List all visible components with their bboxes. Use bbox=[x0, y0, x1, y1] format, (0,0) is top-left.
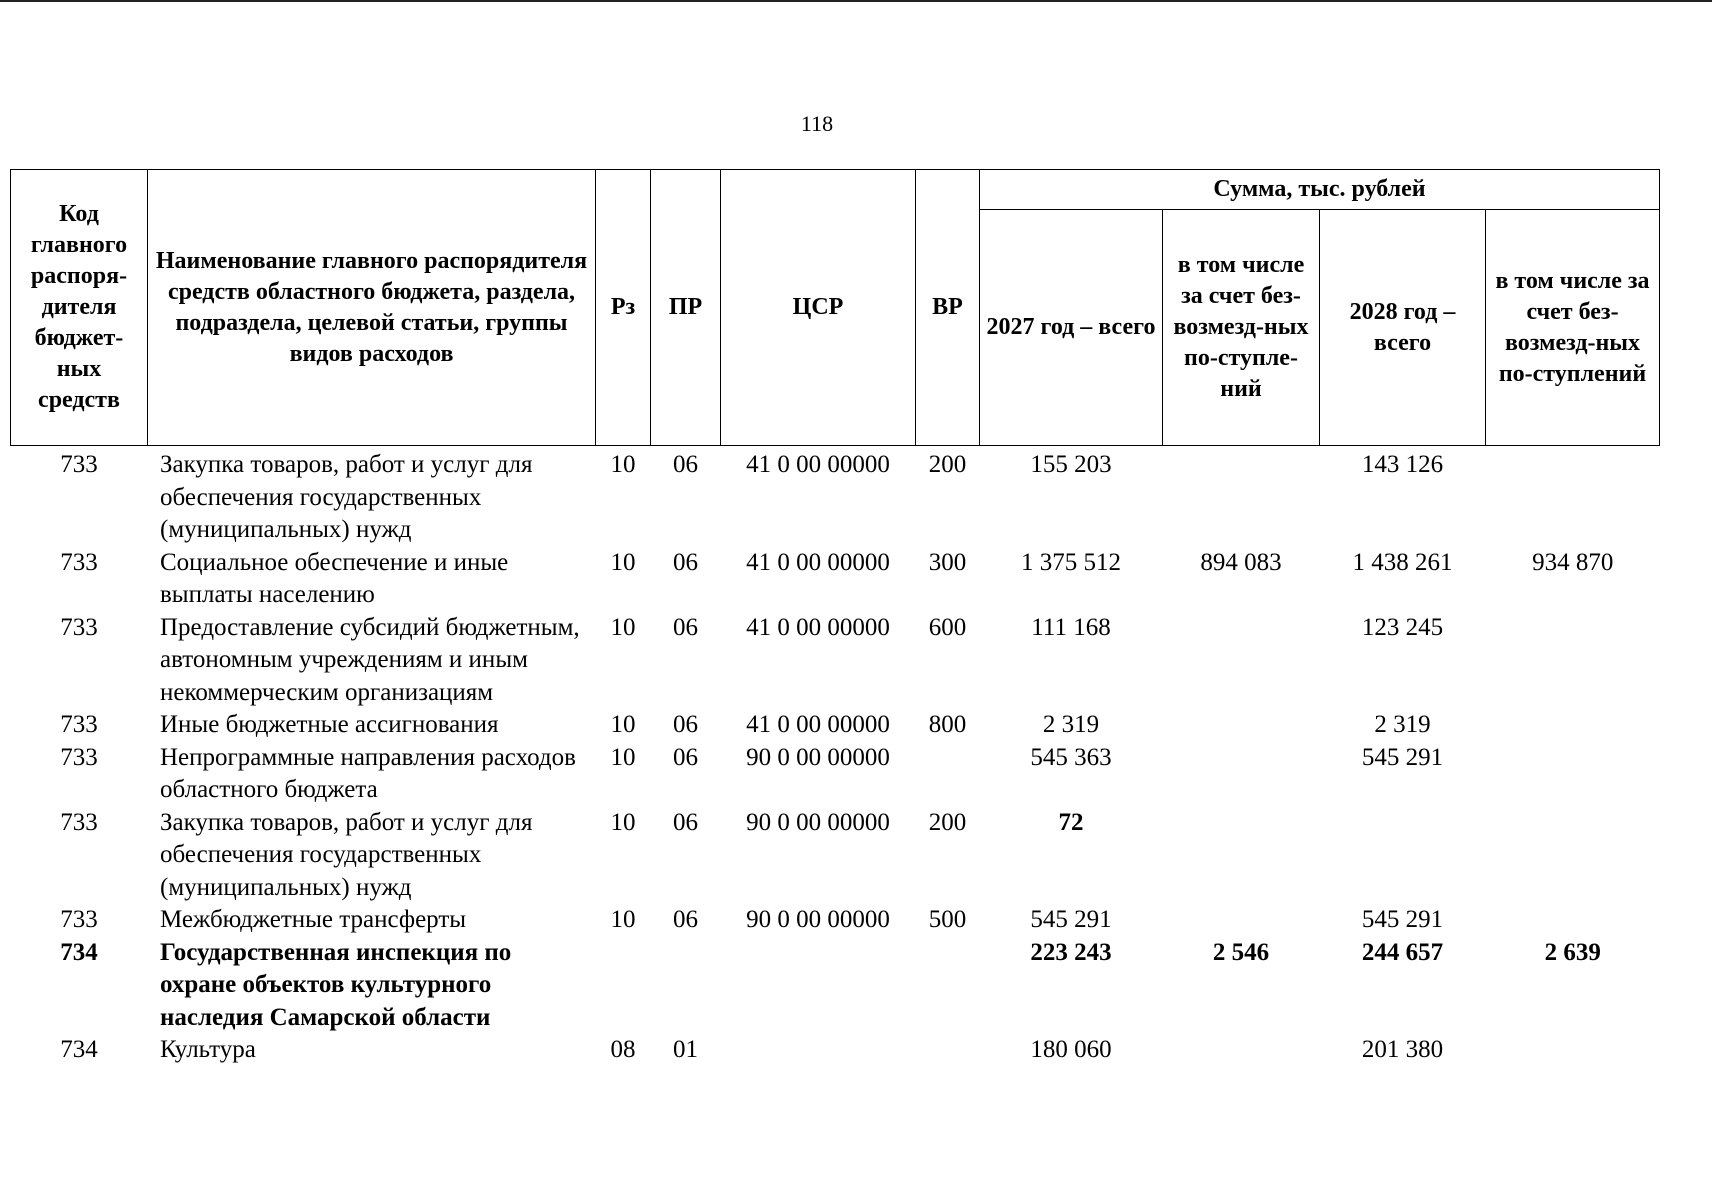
cell-rz: 10 bbox=[610, 808, 636, 836]
cell-rz: 10 bbox=[610, 906, 636, 933]
page-number: 118 bbox=[800, 111, 834, 136]
cell-pr: 06 bbox=[673, 743, 698, 771]
top-border-line bbox=[0, 0, 1712, 2]
cell-csr: 90 0 00 00000 bbox=[746, 743, 890, 771]
cell-2028-total: 545 291 bbox=[1361, 906, 1444, 933]
cell-2027-total: 1 375 512 bbox=[1021, 548, 1121, 576]
cell-vr bbox=[916, 1034, 980, 1067]
cell-vr bbox=[916, 742, 980, 807]
cell-2028-free: 2 639 bbox=[1544, 938, 1601, 966]
cell-2027-total: 2 319 bbox=[1042, 711, 1100, 738]
cell-2027-total: 545 363 bbox=[1030, 743, 1112, 771]
table-row bbox=[11, 1034, 1660, 1067]
cell-pr: 06 bbox=[673, 808, 698, 836]
cell-pr: 06 bbox=[673, 451, 698, 478]
cell-code: 733 bbox=[60, 711, 98, 738]
cell-2028-total: 2 319 bbox=[1374, 711, 1431, 738]
header-rz: Рз bbox=[596, 170, 651, 446]
header-vr: ВР bbox=[916, 170, 980, 446]
header-2028-free: в том числе за счет без-возмезд-ных по-ступлений bbox=[1486, 210, 1660, 446]
cell-2028-free bbox=[1486, 807, 1660, 905]
cell-2028-total: 123 245 bbox=[1361, 613, 1444, 641]
header-2027-total: 2027 год – всего bbox=[980, 210, 1163, 446]
cell-2028-free bbox=[1486, 742, 1660, 807]
cell-vr: 500 bbox=[928, 906, 967, 933]
cell-csr: 41 0 00 00000 bbox=[746, 613, 890, 641]
cell-rz: 10 bbox=[610, 743, 636, 771]
cell-csr bbox=[721, 937, 916, 1035]
cell-2028-total: 545 291 bbox=[1361, 743, 1444, 771]
cell-rz: 08 bbox=[610, 1036, 636, 1063]
cell-vr: 200 bbox=[928, 808, 967, 836]
cell-2027-total: 111 168 bbox=[1031, 613, 1111, 641]
cell-2027-total: 72 bbox=[1058, 808, 1084, 836]
table-row bbox=[11, 612, 1660, 710]
cell-2028-total bbox=[1320, 807, 1486, 905]
header-code: Код главного распоря-дителя бюджет-ных средств bbox=[11, 170, 148, 446]
cell-2028-free: 934 870 bbox=[1532, 548, 1614, 576]
budget-table bbox=[10, 169, 1660, 1067]
cell-2027-free bbox=[1163, 904, 1320, 937]
cell-2028-free bbox=[1486, 446, 1660, 547]
table-row bbox=[11, 807, 1660, 905]
cell-vr: 200 bbox=[928, 451, 967, 478]
cell-rz bbox=[596, 937, 651, 1035]
cell-vr: 800 bbox=[928, 711, 967, 738]
cell-2027-free bbox=[1163, 446, 1320, 547]
cell-2027-total: 223 243 bbox=[1030, 938, 1112, 966]
cell-name: Иные бюджетные ассигнования bbox=[160, 711, 499, 738]
cell-csr: 41 0 00 00000 bbox=[746, 548, 890, 576]
cell-rz: 10 bbox=[610, 548, 636, 576]
cell-2028-free bbox=[1486, 1034, 1660, 1067]
cell-rz: 10 bbox=[610, 711, 636, 738]
cell-name: Социальное обеспечение и иные выплаты населению bbox=[160, 548, 509, 608]
cell-2027-free: 2 546 bbox=[1212, 938, 1270, 966]
cell-2027-total: 180 060 bbox=[1030, 1036, 1112, 1063]
header-2028-total: 2028 год – всего bbox=[1320, 210, 1486, 446]
cell-code: 734 bbox=[60, 938, 98, 966]
cell-2027-free: 894 083 bbox=[1200, 548, 1282, 576]
cell-name: Непрограммные направления расходов областного бюджета bbox=[160, 743, 576, 803]
table-row bbox=[11, 904, 1660, 937]
cell-csr: 90 0 00 00000 bbox=[746, 906, 890, 933]
cell-2027-free bbox=[1163, 742, 1320, 807]
cell-vr: 300 bbox=[928, 548, 967, 576]
cell-2028-total: 201 380 bbox=[1361, 1036, 1444, 1063]
cell-2027-free bbox=[1163, 1034, 1320, 1067]
cell-pr: 06 bbox=[673, 711, 698, 738]
cell-rz: 10 bbox=[610, 613, 636, 641]
cell-2028-total: 1 438 261 bbox=[1352, 548, 1453, 576]
cell-name: Закупка товаров, работ и услуг для обеспечения государственных (муниципальных) нужд bbox=[160, 451, 533, 543]
cell-name: Культура bbox=[160, 1036, 256, 1063]
table-row bbox=[11, 937, 1660, 1035]
table-row bbox=[11, 709, 1660, 742]
cell-rz: 10 bbox=[610, 451, 636, 478]
header-pr: ПР bbox=[651, 170, 721, 446]
cell-pr: 06 bbox=[673, 906, 698, 933]
cell-code: 733 bbox=[60, 808, 98, 836]
cell-code: 733 bbox=[60, 451, 98, 478]
table-row bbox=[11, 446, 1660, 547]
cell-code: 733 bbox=[60, 613, 98, 641]
cell-2027-total: 155 203 bbox=[1030, 451, 1112, 478]
cell-code: 733 bbox=[60, 743, 98, 771]
cell-name: Межбюджетные трансферты bbox=[160, 906, 467, 933]
cell-csr: 41 0 00 00000 bbox=[746, 451, 890, 478]
cell-csr: 41 0 00 00000 bbox=[746, 711, 890, 738]
cell-2028-total: 143 126 bbox=[1361, 451, 1444, 478]
cell-name: Закупка товаров, работ и услуг для обеспечения государственных (муниципальных) нужд bbox=[160, 808, 533, 901]
cell-2028-free bbox=[1486, 904, 1660, 937]
cell-pr: 01 bbox=[673, 1036, 698, 1063]
cell-2027-free bbox=[1163, 709, 1320, 742]
cell-2027-total: 545 291 bbox=[1030, 906, 1112, 933]
cell-pr: 06 bbox=[673, 548, 698, 576]
cell-2028-free bbox=[1486, 612, 1660, 710]
table-row bbox=[11, 742, 1660, 807]
cell-name: Государственная инспекция по охране объектов культурного наследия Самарской области bbox=[160, 938, 512, 1031]
cell-code: 734 bbox=[60, 1036, 98, 1063]
cell-code: 733 bbox=[60, 906, 98, 933]
cell-2027-free bbox=[1163, 807, 1320, 905]
cell-2028-free bbox=[1486, 709, 1660, 742]
cell-csr: 90 0 00 00000 bbox=[746, 808, 890, 836]
cell-vr: 600 bbox=[928, 613, 967, 641]
header-name: Наименование главного распорядителя средств областного бюджета, раздела, подраздела, целевой статьи, группы видов расходов bbox=[148, 170, 596, 446]
header-csr: ЦСР bbox=[721, 170, 916, 446]
header-2027-free: в том числе за счет без-возмезд-ных по-ступле-ний bbox=[1163, 210, 1320, 446]
cell-2028-total: 244 657 bbox=[1361, 938, 1444, 966]
cell-vr bbox=[916, 937, 980, 1035]
header-sum-title: Сумма, тыс. рублей bbox=[980, 170, 1660, 210]
cell-pr: 06 bbox=[673, 613, 698, 641]
cell-name: Предоставление субсидий бюджетным, автономным учреждениям и иным некоммерческим организациям bbox=[160, 613, 580, 706]
table-row bbox=[11, 547, 1660, 612]
cell-csr bbox=[721, 1034, 916, 1067]
cell-pr bbox=[651, 937, 721, 1035]
cell-code: 733 bbox=[60, 548, 98, 576]
cell-2027-free bbox=[1163, 612, 1320, 710]
